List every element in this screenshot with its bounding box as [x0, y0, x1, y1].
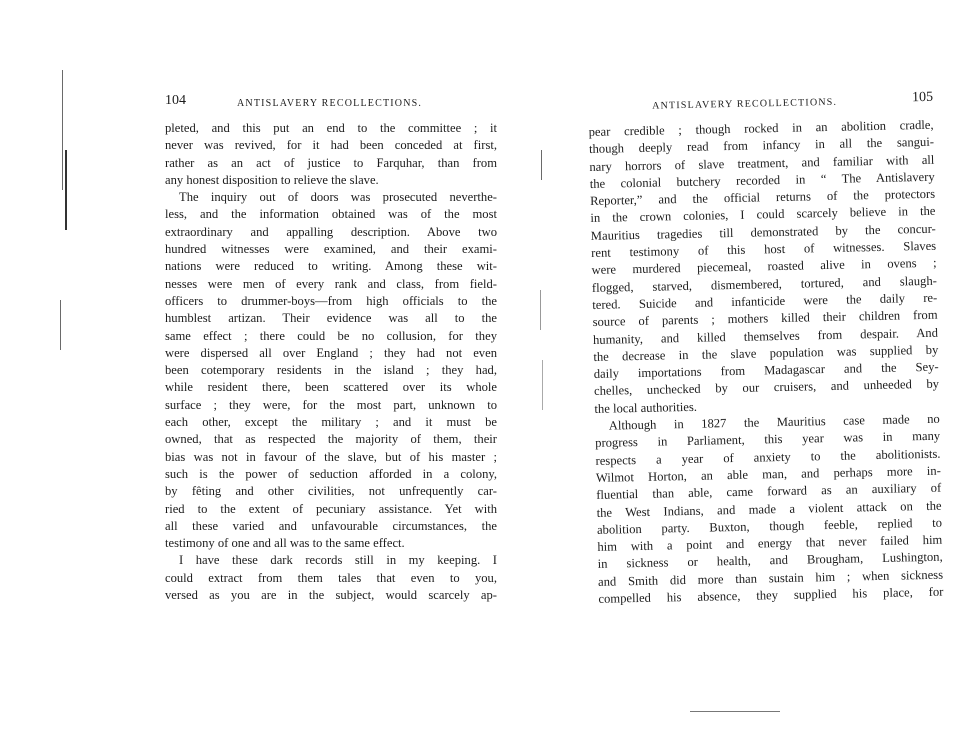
text-line: humblest artizan. Their evidence was all to the — [165, 311, 497, 326]
right-page-number: 105 — [911, 89, 934, 106]
right-running-head: ANTISLAVERY RECOLLECTIONS. — [652, 96, 838, 112]
text-line: the colonial butchery recorded in “ The Antislavery — [589, 169, 935, 191]
text-line: though deeply read from infancy in all the sangui- — [588, 135, 935, 157]
text-line: less, and the information obtained was of the most — [165, 207, 497, 222]
text-line: pear credible ; though rocked in an abolition cradle, — [588, 117, 934, 139]
text-line: such is the power of seduction afforded in a colony, — [165, 466, 497, 481]
text-line: while resident there, been scattered over its whole — [165, 380, 497, 395]
text-line: daily importations from Madagascar and the Sey- — [593, 359, 939, 382]
text-line: nary horrors of slave treatment, and familiar with all — [589, 152, 935, 174]
text-line: owned, that as respected the majority of them, their — [165, 432, 497, 447]
text-line: the West Indians, and made a violent attack on the — [596, 498, 942, 520]
text-line: were murdered piecemeal, roasted alive in ovens ; — [591, 256, 937, 278]
text-line: could extract from them tales that even to you, — [165, 570, 497, 585]
text-line: humanity, and killed themselves from despair. And — [592, 325, 939, 347]
gutter-mark — [540, 290, 541, 330]
text-line: the local authorities. — [594, 399, 698, 416]
gutter-mark — [542, 360, 543, 410]
text-line: by fêting and other civilities, not unfrequently car- — [165, 484, 497, 499]
text-line: nations were reduced to writing. Among these wit- — [165, 259, 497, 274]
text-line: surface ; they were, for the most part, unknown to — [165, 397, 497, 412]
bottom-scan-dash — [690, 711, 780, 712]
text-line: any honest disposition to relieve the slave. — [165, 172, 379, 187]
text-line: I have these dark records still in my keeping. I — [179, 553, 497, 568]
left-page-number: 104 — [165, 93, 186, 108]
text-line: testimony of one and all was to the same effect. — [165, 536, 405, 551]
text-line: ried to the extent of pecuniary assistance. Yet with — [165, 501, 497, 516]
text-line: rather as an act of justice to Farquhar, than from — [165, 155, 497, 170]
right-page-body — [589, 117, 944, 608]
text-line: fluential than able, came forward as an auxiliary of — [596, 480, 942, 503]
text-line: him with a point and energy that never failed him — [597, 532, 943, 555]
right-page — [588, 89, 944, 608]
left-running-head: ANTISLAVERY RECOLLECTIONS. — [237, 98, 423, 109]
text-line: and Smith did more than sustain him ; when sickness — [597, 567, 944, 589]
text-line: officers to drummer-boys—from high officials to the — [165, 293, 497, 308]
text-line: versed as you are in the subject, would scarcely ap- — [165, 588, 497, 603]
text-line: Reporter,” and the official returns of the protectors — [589, 186, 936, 209]
text-line: abolition party. Buxton, though feeble, replied to — [596, 515, 943, 537]
text-line: Wilmot Horton, an able man, and perhaps more in- — [595, 463, 941, 485]
text-line: compelled his absence, they supplied his place, for — [598, 584, 944, 606]
text-line: in the crown colonies, I could scarcely believe in the — [590, 204, 936, 226]
left-edge-mark — [65, 150, 67, 230]
left-page — [165, 93, 497, 604]
text-line: respects a year of anxiety to the abolitionists. — [595, 446, 941, 468]
text-line: been cotemporary residents in the island ; they had, — [165, 363, 497, 378]
text-line: nesses were men of every rank and class, from field- — [165, 276, 497, 291]
left-edge-mark — [62, 70, 63, 190]
text-line: pleted, and this put an end to the committee ; it — [165, 121, 497, 135]
text-line: hundred witnesses were examined, and their exami- — [165, 242, 497, 257]
text-line: each other, except the military ; and it must be — [165, 415, 497, 430]
text-line: Mauritius tragedies till demonstrated by the concur- — [590, 221, 936, 243]
left-page-body — [165, 120, 497, 604]
text-line: the decrease in the slave population was supplied by — [593, 342, 939, 364]
text-line: extraordinary and appalling description. Above two — [165, 224, 497, 239]
text-line: Although in 1827 the Mauritius case made no — [608, 411, 940, 433]
left-page-header — [165, 93, 497, 120]
text-line: progress in Parliament, this year was in many — [595, 429, 941, 451]
gutter-mark — [541, 150, 542, 180]
text-line: chelles, unchecked by our cruisers, and unheeded by — [593, 377, 940, 399]
text-line: rent testimony of this host of witnesses. Slaves — [591, 238, 937, 261]
text-line: were dispersed all over England ; they had not even — [165, 345, 497, 360]
text-line: bias was not in favour of the slave, but of his master ; — [165, 449, 497, 464]
left-edge-mark — [60, 300, 61, 350]
text-line: in sickness or health, and Brougham, Lushington, — [597, 550, 943, 572]
text-line: never was revived, for it had been conceded at first, — [165, 138, 497, 153]
text-line: same effect ; there could be no collusion, for they — [165, 328, 497, 343]
text-line: tered. Suicide and infanticide were the daily re- — [592, 290, 938, 312]
text-line: The inquiry out of doors was prosecuted neverthe- — [179, 190, 497, 205]
text-line: flogged, starved, dismembered, tortured, and slaugh- — [591, 273, 938, 295]
text-line: all these varied and unfavourable circumstances, the — [165, 518, 497, 533]
text-line: source of parents ; mothers killed their children from — [592, 307, 938, 330]
